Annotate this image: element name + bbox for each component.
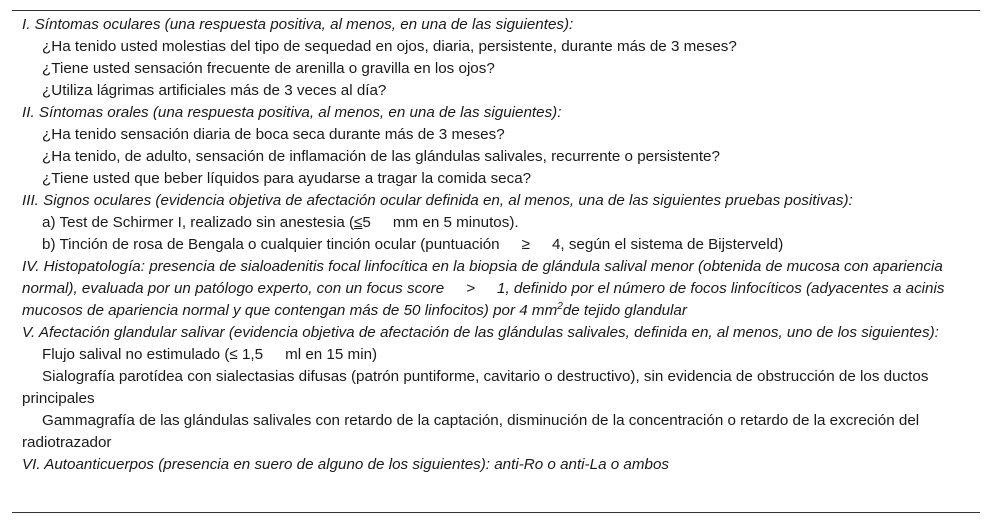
- schirmer-value: 5: [362, 214, 371, 231]
- section-1-title: I. Síntomas oculares (una respuesta positiva, al menos, en una de las siguientes):: [22, 16, 574, 33]
- flow-text: Flujo salival no estimulado (≤ 1,5: [42, 346, 264, 363]
- criteria-table: [12, 10, 980, 513]
- section-5-flow: [22, 344, 962, 366]
- section-6-title: VI. Autoanticuerpos (presencia en suero de alguno de los siguientes): anti-Ro o anti-La o ambos: [22, 456, 669, 473]
- criteria-content: [12, 11, 962, 476]
- section-1-item-1: ¿Ha tenido usted molestias del tipo de sequedad en ojos, diaria, persistente, durante más de 3 meses?: [42, 38, 737, 55]
- section-5-sialografia: Sialografía parotídea con sialectasias difusas (patrón puntiforme, cavitario o destructivo), sin evidencia de obstrucción de los ductos principales: [22, 368, 929, 407]
- histo-text-3: de tejido glandular: [562, 302, 687, 319]
- bengala-text: b) Tinción de rosa de Bengala o cualquier tinción ocular (puntuación: [42, 236, 500, 253]
- section-1-item-2: ¿Tiene usted sensación frecuente de arenilla o gravilla en los ojos?: [42, 60, 495, 77]
- section-2-item-1: ¿Ha tenido sensación diaria de boca seca durante más de 3 meses?: [42, 126, 505, 143]
- schirmer-symbol: ≤: [354, 214, 363, 231]
- section-1-item-3: ¿Utiliza lágrimas artificiales más de 3 veces al día?: [42, 82, 387, 99]
- section-3-item-a: [22, 212, 962, 234]
- histo-symbol: >: [466, 280, 476, 297]
- section-3-title: III. Signos oculares (evidencia objetiva de afectación ocular definida en, al menos, una de las siguientes pruebas positivas):: [22, 192, 853, 209]
- bengala-symbol: ≥: [521, 236, 530, 253]
- schirmer-text: a) Test de Schirmer I, realizado sin anestesia (: [42, 214, 355, 231]
- section-2-item-2: ¿Ha tenido, de adulto, sensación de inflamación de las glándulas salivales, recurrente o persistente?: [42, 148, 720, 165]
- histo-text-1: IV. Histopatología: presencia de sialoadenitis focal linfocítica en la biopsia de glándula salival menor (obtenida de mucosa con apariencia normal), evaluada por un patólogo experto, con un focus score: [22, 258, 943, 297]
- section-5-title: V. Afectación glandular salivar (evidencia objetiva de afectación de las glándulas salivales, definida en, al menos, uno de los siguientes):: [22, 324, 939, 341]
- histo-text-2: 1, definido por el número de focos linfocíticos (adyacentes a acinis mucosos de apariencia normal y que contengan más de 50 linfocitos) por 4 mm: [22, 280, 945, 319]
- section-2-title: II. Síntomas orales (una respuesta positiva, al menos, en una de las siguientes):: [22, 104, 562, 121]
- section-4-text: [22, 256, 962, 322]
- section-5-gammagrafia: Gammagrafía de las glándulas salivales con retardo de la captación, disminución de la concentración o retardo de la excreción del radiotrazador: [22, 412, 920, 451]
- section-3-item-b: [22, 234, 962, 256]
- section-2-item-3: ¿Tiene usted que beber líquidos para ayudarse a tragar la comida seca?: [42, 170, 532, 187]
- bengala-score: 4, según el sistema de Bijsterveld): [551, 236, 784, 253]
- histo-sup: 2: [557, 301, 563, 312]
- flow-unit: ml en 15 min): [285, 346, 378, 363]
- schirmer-unit: mm en 5 minutos).: [392, 214, 519, 231]
